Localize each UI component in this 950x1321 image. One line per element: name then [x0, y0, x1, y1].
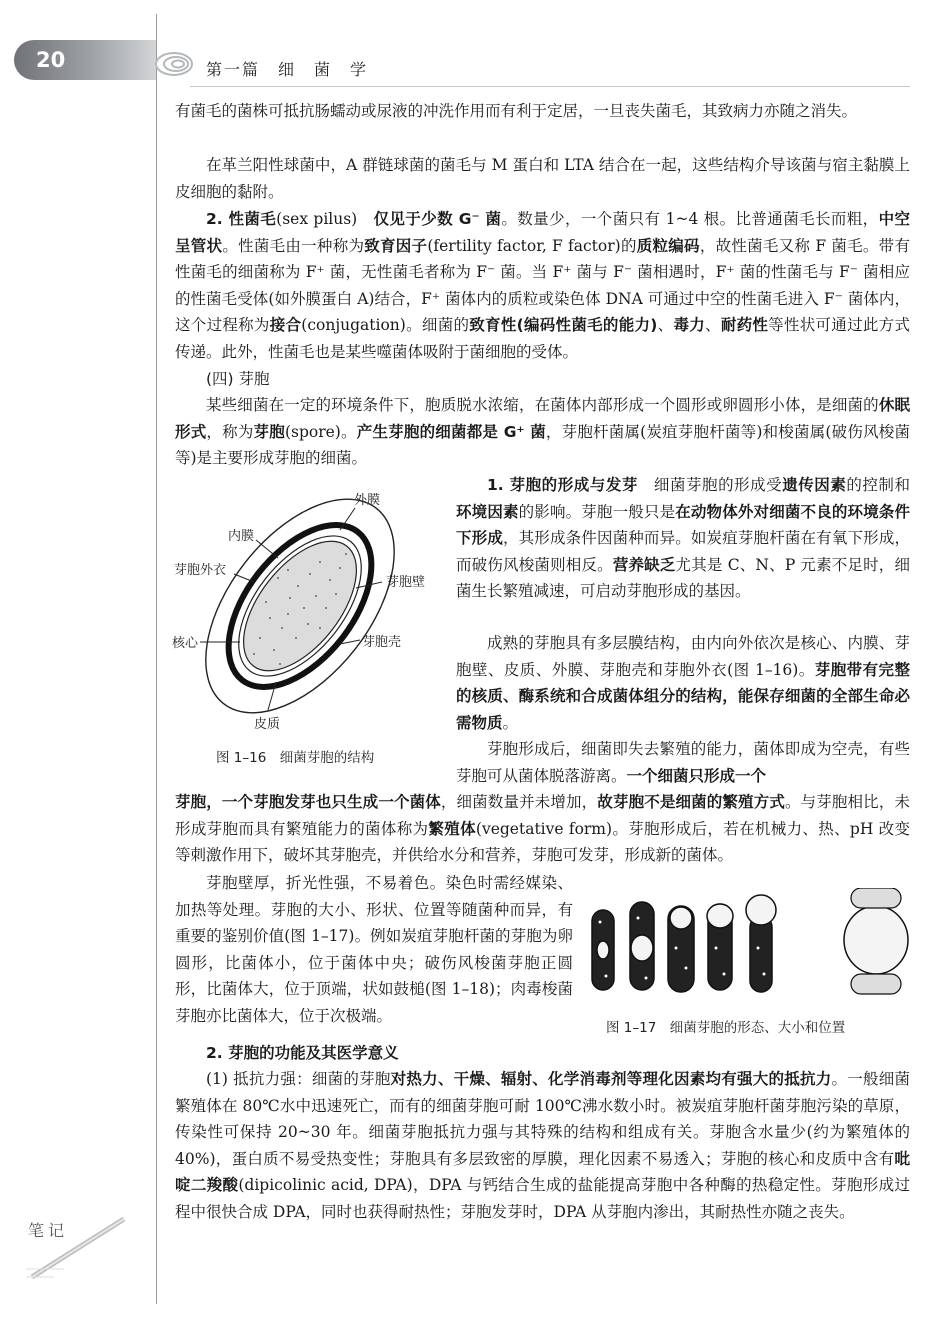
label-spore-wall: 芽胞壁 [386, 575, 426, 590]
paragraph-resistance: (1) 抵抗力强：细菌的芽胞对热力、干燥、辐射、化学消毒剂等理化因素均有强大的抵抗力。一般细菌繁殖体在 80℃水中迅速死亡，而有的细菌芽胞可耐 100℃沸水数小时。被炭疽芽胞杆菌芽胞污染的草原，传染性可保持 20~30 年。细菌芽胞抵抗力强与其特殊的结构和组成有关。芽胞含水量少(约为繁殖体的 40%)，蛋白质不易受热变性；芽胞具有多层致密的厚膜，理化因素不易透入；芽胞的核心和皮质中含有吡啶二羧酸(dipicolinic acid, DPA)，DPA 与钙结合生成的盐能提高芽胞中各种酶的热稳定性。芽胞形成过程中很快合成 DPA，同时也获得耐热性；芽胞发芽时，DPA 从芽胞内渗出，其耐热性亦随之丧失。 [175, 1070, 910, 1221]
pencil-icon [24, 1215, 144, 1285]
label-exosporium: 芽胞外衣 [174, 563, 227, 578]
subheading-function: 2. 芽胞的功能及其医学意义 [206, 1044, 399, 1062]
paragraph: 某些细菌在一定的环境条件下，胞质脱水浓缩，在菌体内部形成一个圆形或卵圆形小体，是细菌的休眠形式，称为芽胞(spore)。产生芽胞的细菌都是 G⁺ 菌，芽胞杆菌属(炭疽芽胞杆菌等)和梭菌属(破伤风梭菌等)是主要形成芽胞的细菌。 [175, 396, 910, 467]
label-spore-coat: 芽胞壳 [362, 635, 402, 650]
paragraph-cont: 芽胞，一个芽胞发芽也只生成一个菌体，细菌数量并未增加，故芽胞不是细菌的繁殖方式。与芽胞相比，未形成芽胞而具有繁殖能力的菌体称为繁殖体(vegetative form)。芽胞形成后，若在机械力、热、pH 改变等刺激作用下，破坏其芽胞壳，并供给水分和营养，芽胞可发芽，形成新的菌体。 [175, 793, 910, 864]
paragraph-spore-formation: 1. 芽胞的形成与发芽 细菌芽胞的形成受遗传因素的控制和环境因素的影响。芽胞一般只是在动物体外对细菌不良的环境条件下形成，其形成条件因菌种而异。如炭疽芽胞杆菌在有氧下形成，而破伤风梭菌则相反。营养缺乏尤其是 C、N、P 元素不足时，细菌生长繁殖减速，可启动芽胞形成的基因。 [456, 476, 910, 600]
label-outer-membrane: 外膜 [354, 493, 381, 508]
paragraph-spore-shape: 芽胞壁厚，折光性强，不易着色。染色时需经媒染、加热等处理。芽胞的大小、形状、位置等随菌种而异，有重要的鉴别价值(图 1–17)。例如炭疽芽胞杆菌的芽胞为卵圆形，比菌体小，位于菌体中央；破伤风梭菌芽胞正圆形，比菌体大，位于顶端，状如鼓槌(图 1–18)；肉毒梭菌芽胞亦比菌体大，位于次极端。 [175, 874, 573, 1025]
paragraph: 有菌毛的菌株可抵抗肠蠕动或尿液的冲洗作用而有利于定居，一旦丧失菌毛，其致病力亦随之消失。 [175, 102, 858, 120]
figure-caption: 图 1–16 细菌芽胞的结构 [216, 750, 375, 766]
header-rule [190, 86, 910, 87]
paragraph: 成熟的芽胞具有多层膜结构，由内向外依次是核心、内膜、芽胞壁、皮质、外膜、芽胞壳和芽胞外衣(图 1–16)。芽胞带有完整的核质、酶系统和合成菌体组分的结构，能保存细菌的全部生命必需物质。 [456, 634, 910, 732]
paragraph-start: 芽胞形成后，细菌即失去繁殖的能力，菌体即成为空壳，有些芽胞可从菌体脱落游离。一个细菌只形成一个 [456, 740, 910, 785]
running-head: 第一篇 细 菌 学 [206, 60, 369, 79]
notes-label: 笔记 [28, 1221, 69, 1240]
paragraph-sex-pilus: 2. 性菌毛(sex pilus) 仅见于少数 G⁻ 菌。数量少，一个菌只有 1~4 根。比普通菌毛长而粗，中空呈管状。性菌毛由一种称为致育因子(fertility factor, F factor)的质粒编码，故性菌毛又称 F 菌毛。带有性菌毛的细菌称为 F⁺ 菌，无性菌毛者称为 F⁻ 菌。当 F⁺ 菌与 F⁻ 菌相遇时，F⁺ 菌的性菌毛与 F⁻ 菌相应的性菌毛受体(如外膜蛋白 A)结合，F⁺ 菌体内的质粒或染色体 DNA 可通过中空的性菌毛进入 F⁻ 菌体内，这个过程称为接合(conjugation)。细菌的致育性(编码性菌毛的能力)、毒力、耐药性等性状可通过此方式传递。此外，性菌毛也是某些噬菌体吸附于菌细胞的受体。 [175, 210, 910, 361]
swirl-ornament [152, 44, 202, 84]
paragraph: 在革兰阳性球菌中，A 群链球菌的菌毛与 M 蛋白和 LTA 结合在一起，这些结构介导该菌与宿主黏膜上皮细胞的黏附。 [175, 156, 910, 201]
label-inner-membrane: 内膜 [228, 529, 255, 544]
section-heading: (四) 芽胞 [206, 370, 270, 388]
figure-caption: 图 1–17 细菌芽胞的形态、大小和位置 [606, 1020, 846, 1036]
label-core: 核心 [172, 636, 199, 651]
margin-line [156, 14, 157, 1304]
page-number: 20 [36, 48, 66, 72]
label-cortex: 皮质 [254, 717, 281, 732]
spore-morphology-figure [586, 888, 916, 1000]
spore-structure-figure [170, 478, 440, 740]
